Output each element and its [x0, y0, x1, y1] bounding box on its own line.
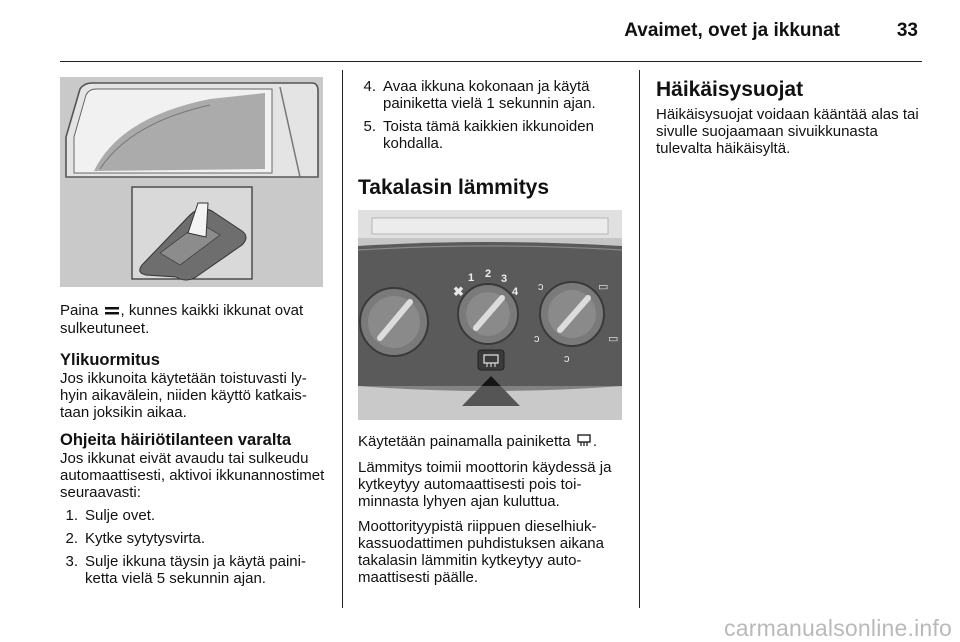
- close-windows-text-end: , kunnes kaikki ikkunat ovat sulkeutuneet.: [60, 302, 304, 337]
- press-button-paragraph: Käytetään painamalla painiketta .: [358, 433, 597, 450]
- column-1-text: [60, 302, 326, 587]
- column-2-bottom: [358, 433, 628, 586]
- page-title: Avaimet, ovet ja ikkunat: [624, 20, 840, 41]
- list-item: 3. Sulje ikkuna täysin ja käytä painiketta vielä 5 sekunnin ajan.: [65, 553, 306, 587]
- page-number: 33: [896, 20, 918, 41]
- column-divider: [639, 70, 640, 608]
- door-window-switch-photo: [60, 77, 323, 287]
- rear-heating-heading: Takalasin lämmitys: [358, 176, 550, 199]
- column-2-top: [358, 78, 628, 200]
- sun-visors-heading: Häikäisysuojat: [656, 78, 804, 101]
- knob-label: 1: [468, 272, 475, 284]
- rear-window-heating-icon: [577, 434, 591, 451]
- knob-label: 4: [512, 286, 519, 298]
- heating-paragraph: Lämmitys toimii moottorin käydessä ja kytkeytyy automaattisesti pois toiminnasta lyhyen ajan kuluttua.: [358, 459, 612, 510]
- list-item: 1. Sulje ovet.: [65, 507, 156, 524]
- svg-text:ↄ: ↄ: [534, 333, 540, 345]
- knob-label: 3: [501, 273, 508, 285]
- malfunction-steps: [60, 507, 326, 587]
- svg-text:ↄ: ↄ: [564, 353, 570, 365]
- svg-text:✖: ✖: [453, 284, 464, 299]
- column-divider: [342, 70, 343, 608]
- close-windows-paragraph: [60, 302, 326, 337]
- knob-label: 2: [485, 268, 492, 280]
- svg-text:ↄ: ↄ: [538, 281, 544, 293]
- column-3: [656, 78, 926, 157]
- diesel-paragraph: Moottorityypistä riippuen dieselhiukkassuodattimen puhdistuksen aikana takalasin lämmitin kytkeytyy automaattisesti päälle.: [358, 518, 604, 586]
- page-header: [60, 0, 922, 62]
- overload-heading: Ylikuormitus: [60, 351, 160, 369]
- malfunction-text: Jos ikkunat eivät avaudu tai sulkeudu automaattisesti, aktivoi ikkunannostimet seuraavasti:: [60, 450, 325, 501]
- malfunction-heading: Ohjeita häiriötilanteen varalta: [60, 431, 292, 449]
- heater-control-panel-photo: [358, 210, 622, 420]
- list-item: 5. Toista tämä kaikkien ikkunoiden kohdalla.: [363, 118, 594, 152]
- site-watermark: carmanualsonline.info: [724, 615, 952, 641]
- window-close-switch-icon: [105, 303, 119, 320]
- overload-text: Jos ikkunoita käytetään toistuvasti lyhyin aikavälein, niiden käyttö katkaistaan joksikin aikaa.: [60, 370, 307, 421]
- list-item: 4. Avaa ikkuna kokonaan ja käytä painiketta vielä 1 sekunnin ajan.: [363, 78, 596, 112]
- close-windows-text: Paina: [60, 302, 99, 319]
- sun-visors-text: Häikäisysuojat voidaan kääntää alas tai sivulle suojaamaan sivuikkunasta tulevalta häikäisyltä.: [656, 106, 919, 157]
- svg-text:▭: ▭: [598, 281, 609, 293]
- window-steps-continued: [358, 78, 628, 152]
- svg-text:▭: ▭: [608, 333, 619, 345]
- list-item: 2. Kytke sytytysvirta.: [65, 530, 206, 547]
